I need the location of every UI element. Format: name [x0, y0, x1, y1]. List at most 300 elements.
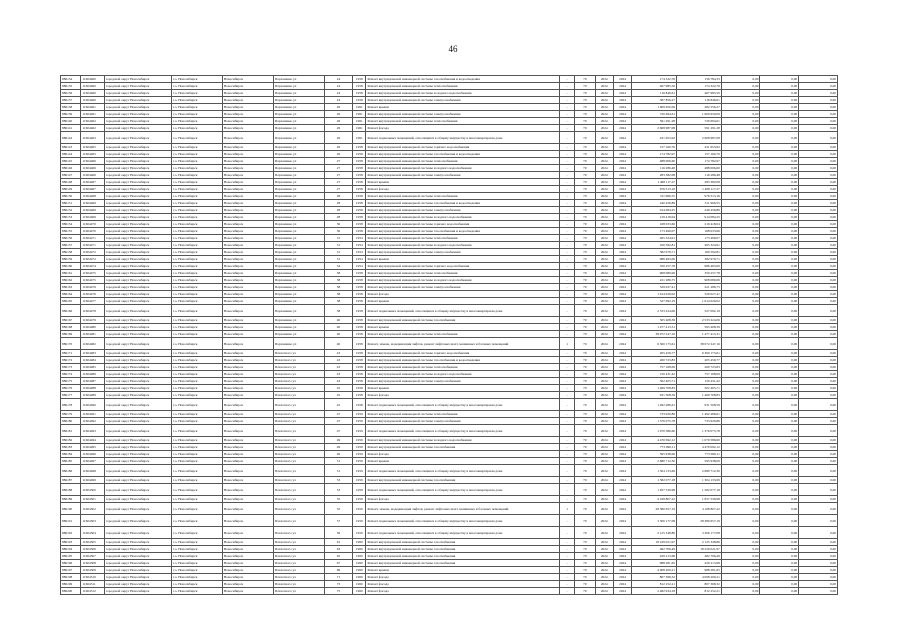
start-year-cell: 2024: [595, 111, 613, 118]
house-code-cell: 11604469: [81, 214, 104, 221]
house-code-cell: 11604466: [81, 165, 104, 172]
funding-cell: 1 614 029,02: [677, 298, 722, 305]
street-cell: Плахотного ул: [273, 458, 324, 465]
house-code-cell: 11604476: [81, 284, 104, 291]
local-funds-cell: 0,00: [760, 574, 799, 581]
build-year-cell: 1961: [353, 132, 366, 144]
quantity-cell: -: [559, 385, 574, 392]
district-cell: г.о. Новосибирск: [171, 158, 222, 165]
cost-cell: 116 846,61: [632, 90, 677, 97]
build-year-cell: 1954: [353, 256, 366, 263]
funding-cell: 1 304 133,69: [677, 477, 722, 484]
funding-cell: 2 533 224,06: [677, 317, 722, 324]
owner-funds-cell: 0,00: [799, 256, 838, 263]
house-number-cell: 38: [324, 270, 353, 277]
house-code-cell: 11604495: [81, 444, 104, 451]
units-cell: 70: [575, 118, 595, 125]
quantity-cell: -: [559, 186, 574, 193]
district-cell: г.о. Новосибирск: [171, 553, 222, 560]
house-code-cell: 11604511: [81, 581, 104, 588]
units-cell: 70: [575, 444, 595, 451]
work-type-cell: Ремонт крыши: [366, 458, 559, 465]
house-number-cell: 43: [324, 364, 353, 371]
units-cell: 70: [575, 465, 595, 477]
municipality-cell: городской округ Новосибирск: [104, 284, 171, 291]
local-funds-cell: 0,00: [760, 378, 799, 385]
local-funds-cell: 0,00: [760, 291, 799, 298]
quantity-cell: -: [559, 560, 574, 567]
table-row: [61, 76, 838, 83]
table-row: [61, 411, 838, 418]
funding-cell: 205 459,77: [677, 357, 722, 364]
start-year-cell: 2024: [595, 291, 613, 298]
units-cell: 70: [575, 581, 595, 588]
street-cell: Плахотного ул: [273, 546, 324, 553]
regional-funds-cell: 0,00: [721, 125, 760, 132]
regional-funds-cell: 0,00: [721, 331, 760, 338]
record-id-cell: 886137: [61, 97, 81, 104]
district-cell: г.о. Новосибирск: [171, 97, 222, 104]
work-type-cell: Ремонт крыши: [366, 104, 559, 111]
record-id-cell: 886155: [61, 228, 81, 235]
regional-funds-cell: 0,00: [721, 165, 760, 172]
start-year-cell: 2024: [595, 104, 613, 111]
district-cell: г.о. Новосибирск: [171, 263, 222, 270]
funding-cell: 908 080,06: [677, 277, 722, 284]
record-id-cell: 886192: [61, 527, 81, 539]
build-year-cell: 1958: [353, 364, 366, 371]
units-cell: 70: [575, 235, 595, 242]
regional-funds-cell: 0,00: [721, 539, 760, 546]
regional-funds-cell: 0,00: [721, 242, 760, 249]
owner-funds-cell: 0,00: [799, 399, 838, 411]
start-year-cell: 2024: [595, 425, 613, 437]
work-type-cell: Ремонт внутридомовой инженерной системы холодного водоснабжения: [366, 90, 559, 97]
end-year-cell: 2024: [613, 364, 631, 371]
table-row: [61, 458, 838, 465]
units-cell: 70: [575, 553, 595, 560]
district-cell: г.о. Новосибирск: [171, 477, 222, 484]
municipality-cell: городской округ Новосибирск: [104, 357, 171, 364]
start-year-cell: 2024: [595, 249, 613, 256]
work-type-cell: Ремонт внутридомовой инженерной системы теплоснабжения: [366, 364, 559, 371]
regional-funds-cell: 0,00: [721, 270, 760, 277]
regional-funds-cell: 0,00: [721, 118, 760, 125]
units-cell: 70: [575, 249, 595, 256]
record-id-cell: 886185: [61, 458, 81, 465]
municipality-cell: городской округ Новосибирск: [104, 111, 171, 118]
table-row: [61, 186, 838, 193]
start-year-cell: 2024: [595, 451, 613, 458]
regional-funds-cell: 0,00: [721, 284, 760, 291]
municipality-cell: городской округ Новосибирск: [104, 186, 171, 193]
municipality-cell: городской округ Новосибирск: [104, 221, 171, 228]
start-year-cell: 2024: [595, 378, 613, 385]
local-funds-cell: 0,00: [760, 338, 799, 350]
cost-cell: 720 694,61: [632, 111, 677, 118]
municipality-cell: городской округ Новосибирск: [104, 97, 171, 104]
build-year-cell: 1958: [353, 270, 366, 277]
quantity-cell: -: [559, 324, 574, 331]
regional-funds-cell: 0,00: [721, 364, 760, 371]
units-cell: 70: [575, 144, 595, 151]
start-year-cell: 2024: [595, 317, 613, 324]
record-id-cell: 886166: [61, 305, 81, 317]
units-cell: 70: [575, 357, 595, 364]
cost-cell: 160 592,81: [632, 242, 677, 249]
end-year-cell: 2024: [613, 425, 631, 437]
funding-cell: 116 286,48: [677, 172, 722, 179]
record-id-cell: 886156: [61, 235, 81, 242]
end-year-cell: 2024: [613, 179, 631, 186]
start-year-cell: 2024: [595, 567, 613, 574]
quantity-cell: -: [559, 331, 574, 338]
start-year-cell: 2024: [595, 588, 613, 595]
district-cell: г.о. Новосибирск: [171, 515, 222, 527]
work-type-cell: Ремонт фасада: [366, 581, 559, 588]
table-row: [61, 97, 838, 104]
build-year-cell: 1959: [353, 411, 366, 418]
quantity-cell: -: [559, 76, 574, 83]
street-cell: Плахотного ул: [273, 357, 324, 364]
house-number-cell: 31: [324, 256, 353, 263]
table-row: [61, 515, 838, 527]
house-code-cell: 11604478: [81, 305, 104, 317]
owner-funds-cell: 0,00: [799, 465, 838, 477]
locality-cell: Новосибирск: [222, 560, 273, 567]
funding-cell: 591 291,28: [677, 125, 722, 132]
start-year-cell: 2024: [595, 305, 613, 317]
funding-cell: 931 508,59: [677, 399, 722, 411]
street-cell: Пархоменко ул: [273, 338, 324, 350]
quantity-cell: -: [559, 305, 574, 317]
house-code-cell: 11604465: [81, 151, 104, 158]
owner-funds-cell: 0,00: [799, 151, 838, 158]
house-number-cell: 30: [324, 221, 353, 228]
funding-cell: 1 609 650,09: [677, 111, 722, 118]
regional-funds-cell: 0,00: [721, 172, 760, 179]
municipality-cell: городской округ Новосибирск: [104, 317, 171, 324]
house-number-cell: 49: [324, 437, 353, 444]
build-year-cell: 1959: [353, 527, 366, 539]
house-number-cell: 45: [324, 399, 353, 411]
municipality-cell: городской округ Новосибирск: [104, 539, 171, 546]
table-row: [61, 291, 838, 298]
build-year-cell: 1958: [353, 277, 366, 284]
end-year-cell: 2024: [613, 331, 631, 338]
street-cell: Плахотного ул: [273, 539, 324, 546]
district-cell: г.о. Новосибирск: [171, 270, 222, 277]
regional-funds-cell: 0,00: [721, 324, 760, 331]
funding-cell: 1 469 708,83: [677, 392, 722, 399]
locality-cell: Новосибирск: [222, 214, 273, 221]
funding-cell: 2 125 348,86: [677, 539, 722, 546]
house-code-cell: 11604461: [81, 104, 104, 111]
street-cell: Плахотного ул: [273, 581, 324, 588]
table-row: [61, 444, 838, 451]
owner-funds-cell: 0,00: [799, 581, 838, 588]
house-number-cell: 40: [324, 324, 353, 331]
end-year-cell: 2024: [613, 256, 631, 263]
record-id-cell: 886171: [61, 350, 81, 357]
build-year-cell: 1958: [353, 158, 366, 165]
house-code-cell: 11604501: [81, 496, 104, 503]
quantity-cell: -: [559, 97, 574, 104]
house-code-cell: 11604486: [81, 371, 104, 378]
locality-cell: Новосибирск: [222, 392, 273, 399]
locality-cell: Новосибирск: [222, 546, 273, 553]
house-number-cell: 26: [324, 104, 353, 111]
municipality-cell: городской округ Новосибирск: [104, 76, 171, 83]
record-id-cell: 886179: [61, 411, 81, 418]
work-type-cell: Ремонт внутридомовой инженерной системы электроснабжения: [366, 378, 559, 385]
funding-cell: 350 257,78: [677, 270, 722, 277]
work-type-cell: Ремонт подвальных помещений, относящихся к общему имуществу в многоквартирном доме: [366, 527, 559, 539]
table-row: [61, 242, 838, 249]
quantity-cell: -: [559, 496, 574, 503]
street-cell: Плахотного ул: [273, 385, 324, 392]
locality-cell: Новосибирск: [222, 399, 273, 411]
units-cell: 70: [575, 515, 595, 527]
build-year-cell: 1959: [353, 437, 366, 444]
house-number-cell: 26: [324, 144, 353, 151]
start-year-cell: 2024: [595, 221, 613, 228]
end-year-cell: 2024: [613, 539, 631, 546]
work-type-cell: Ремонт внутридомовой инженерной системы газоснабжения и водоотведения: [366, 76, 559, 83]
units-cell: 70: [575, 418, 595, 425]
table-row: [61, 193, 838, 200]
owner-funds-cell: 0,00: [799, 228, 838, 235]
local-funds-cell: 0,00: [760, 567, 799, 574]
owner-funds-cell: 0,00: [799, 324, 838, 331]
units-cell: 70: [575, 503, 595, 515]
local-funds-cell: 0,00: [760, 553, 799, 560]
work-type-cell: Ремонт внутридомовой инженерной системы газоснабжения: [366, 553, 559, 560]
local-funds-cell: 0,00: [760, 249, 799, 256]
cost-cell: 4 008 200,21: [632, 567, 677, 574]
house-number-cell: 59: [324, 527, 353, 539]
build-year-cell: 1961: [353, 125, 366, 132]
cost-cell: 565 408,39: [632, 317, 677, 324]
start-year-cell: 2024: [595, 83, 613, 90]
house-number-cell: 26: [324, 132, 353, 144]
cost-cell: 173 499,07: [632, 228, 677, 235]
end-year-cell: 2024: [613, 357, 631, 364]
local-funds-cell: 0,00: [760, 214, 799, 221]
house-number-cell: 71: [324, 574, 353, 581]
street-cell: Пархоменко ул: [273, 104, 324, 111]
district-cell: г.о. Новосибирск: [171, 256, 222, 263]
locality-cell: Новосибирск: [222, 76, 273, 83]
local-funds-cell: 0,00: [760, 179, 799, 186]
municipality-cell: городской округ Новосибирск: [104, 477, 171, 484]
district-cell: г.о. Новосибирск: [171, 350, 222, 357]
build-year-cell: 1958: [353, 172, 366, 179]
street-cell: Плахотного ул: [273, 437, 324, 444]
build-year-cell: 1958: [353, 228, 366, 235]
units-cell: 70: [575, 364, 595, 371]
table-row: [61, 484, 838, 496]
work-type-cell: Ремонт внутридомовой инженерной системы теплоснабжения: [366, 118, 559, 125]
regional-funds-cell: 0,00: [721, 484, 760, 496]
table-row: [61, 546, 838, 553]
record-id-cell: 886148: [61, 179, 81, 186]
quantity-cell: -: [559, 200, 574, 207]
build-year-cell: 1959: [353, 484, 366, 496]
funding-cell: 529 027,41: [677, 291, 722, 298]
table-row: [61, 496, 838, 503]
local-funds-cell: 0,00: [760, 385, 799, 392]
owner-funds-cell: 0,00: [799, 515, 838, 527]
record-id-cell: 886186: [61, 465, 81, 477]
table-row: [61, 158, 838, 165]
local-funds-cell: 0,00: [760, 132, 799, 144]
municipality-cell: городской округ Новосибирск: [104, 165, 171, 172]
table-row: [61, 371, 838, 378]
quantity-cell: -: [559, 451, 574, 458]
house-number-cell: 27: [324, 172, 353, 179]
work-type-cell: Ремонт крыши: [366, 324, 559, 331]
units-cell: 70: [575, 392, 595, 399]
build-year-cell: 1958: [353, 298, 366, 305]
local-funds-cell: 0,00: [760, 144, 799, 151]
table-row: [61, 151, 838, 158]
end-year-cell: 2024: [613, 172, 631, 179]
work-type-cell: Ремонт крыши: [366, 298, 559, 305]
district-cell: г.о. Новосибирск: [171, 458, 222, 465]
regional-funds-cell: 0,00: [721, 90, 760, 97]
street-cell: Пархоменко ул: [273, 193, 324, 200]
units-cell: 70: [575, 588, 595, 595]
owner-funds-cell: 0,00: [799, 331, 838, 338]
municipality-cell: городской округ Новосибирск: [104, 385, 171, 392]
quantity-cell: -: [559, 515, 574, 527]
end-year-cell: 2024: [613, 158, 631, 165]
street-cell: Пархоменко ул: [273, 249, 324, 256]
build-year-cell: 1958: [353, 338, 366, 350]
table-row: [61, 357, 838, 364]
owner-funds-cell: 0,00: [799, 451, 838, 458]
district-cell: г.о. Новосибирск: [171, 151, 222, 158]
locality-cell: Новосибирск: [222, 574, 273, 581]
street-cell: Пархоменко ул: [273, 144, 324, 151]
end-year-cell: 2024: [613, 291, 631, 298]
cost-cell: 429 213,68: [632, 553, 677, 560]
work-type-cell: Ремонт фасада: [366, 392, 559, 399]
locality-cell: Новосибирск: [222, 317, 273, 324]
house-code-cell: 11604460: [81, 90, 104, 97]
regional-funds-cell: 0,00: [721, 179, 760, 186]
house-code-cell: 11604504: [81, 527, 104, 539]
house-number-cell: 38: [324, 298, 353, 305]
cost-cell: 1 477 413,31: [632, 324, 677, 331]
start-year-cell: 2024: [595, 277, 613, 284]
local-funds-cell: 0,00: [760, 425, 799, 437]
regional-funds-cell: 0,00: [721, 132, 760, 144]
record-id-cell: 886152: [61, 207, 81, 214]
start-year-cell: 2024: [595, 546, 613, 553]
owner-funds-cell: 0,00: [799, 477, 838, 484]
street-cell: Плахотного ул: [273, 484, 324, 496]
funding-cell: 168 033,66: [677, 228, 722, 235]
record-id-cell: 886146: [61, 165, 81, 172]
local-funds-cell: 0,00: [760, 165, 799, 172]
cost-cell: 914 084,25: [632, 207, 677, 214]
quantity-cell: -: [559, 104, 574, 111]
start-year-cell: 2024: [595, 158, 613, 165]
work-type-cell: Ремонт внутридомовой инженерной системы холодного водоснабжения: [366, 242, 559, 249]
district-cell: г.о. Новосибирск: [171, 76, 222, 83]
start-year-cell: 2024: [595, 179, 613, 186]
house-number-cell: 26: [324, 125, 353, 132]
end-year-cell: 2024: [613, 553, 631, 560]
locality-cell: Новосибирск: [222, 371, 273, 378]
cost-cell: 38 072 247,16: [632, 331, 677, 338]
street-cell: Пархоменко ул: [273, 83, 324, 90]
table-body: [61, 76, 838, 595]
end-year-cell: 2024: [613, 496, 631, 503]
units-cell: 70: [575, 111, 595, 118]
street-cell: Пархоменко ул: [273, 172, 324, 179]
locality-cell: Новосибирск: [222, 242, 273, 249]
cost-cell: 482 706,49: [632, 546, 677, 553]
house-code-cell: 11604510: [81, 574, 104, 581]
owner-funds-cell: 0,00: [799, 104, 838, 111]
record-id-cell: 886178: [61, 399, 81, 411]
funding-cell: 976 513,16: [677, 193, 722, 200]
start-year-cell: 2024: [595, 132, 613, 144]
funding-cell: 219 418,04: [677, 221, 722, 228]
regional-funds-cell: 0,00: [721, 256, 760, 263]
record-id-cell: 886145: [61, 158, 81, 165]
table-row: [61, 179, 838, 186]
repair-program-table: [60, 75, 838, 595]
street-cell: Плахотного ул: [273, 399, 324, 411]
house-code-cell: 11604461: [81, 111, 104, 118]
cost-cell: 174 782,97: [632, 151, 677, 158]
build-year-cell: 1958: [353, 385, 366, 392]
quantity-cell: -: [559, 179, 574, 186]
regional-funds-cell: 0,00: [721, 357, 760, 364]
street-cell: Пархоменко ул: [273, 118, 324, 125]
work-type-cell: Ремонт внутридомовой инженерной системы газоснабжения: [366, 546, 559, 553]
house-code-cell: 11604466: [81, 158, 104, 165]
end-year-cell: 2024: [613, 458, 631, 465]
build-year-cell: 1958: [353, 371, 366, 378]
regional-funds-cell: 0,00: [721, 350, 760, 357]
funding-cell: 156 784,33: [677, 76, 722, 83]
municipality-cell: городской округ Новосибирск: [104, 527, 171, 539]
end-year-cell: 2024: [613, 90, 631, 97]
house-number-cell: 24: [324, 76, 353, 83]
record-id-cell: 886177: [61, 392, 81, 399]
start-year-cell: 2024: [595, 392, 613, 399]
cost-cell: 6 300 173,61: [632, 338, 677, 350]
quantity-cell: -: [559, 284, 574, 291]
owner-funds-cell: 0,00: [799, 357, 838, 364]
cost-cell: 733 920,86: [632, 411, 677, 418]
end-year-cell: 2024: [613, 411, 631, 418]
cost-cell: 387 856,27: [632, 97, 677, 104]
quantity-cell: -: [559, 371, 574, 378]
end-year-cell: 2024: [613, 350, 631, 357]
local-funds-cell: 0,00: [760, 515, 799, 527]
cost-cell: 2 482 934,18: [632, 588, 677, 595]
funding-cell: 1 070 586,60: [677, 437, 722, 444]
work-type-cell: Ремонт внутридомовой инженерной системы теплоснабжения: [366, 411, 559, 418]
locality-cell: Новосибирск: [222, 553, 273, 560]
units-cell: 70: [575, 371, 595, 378]
